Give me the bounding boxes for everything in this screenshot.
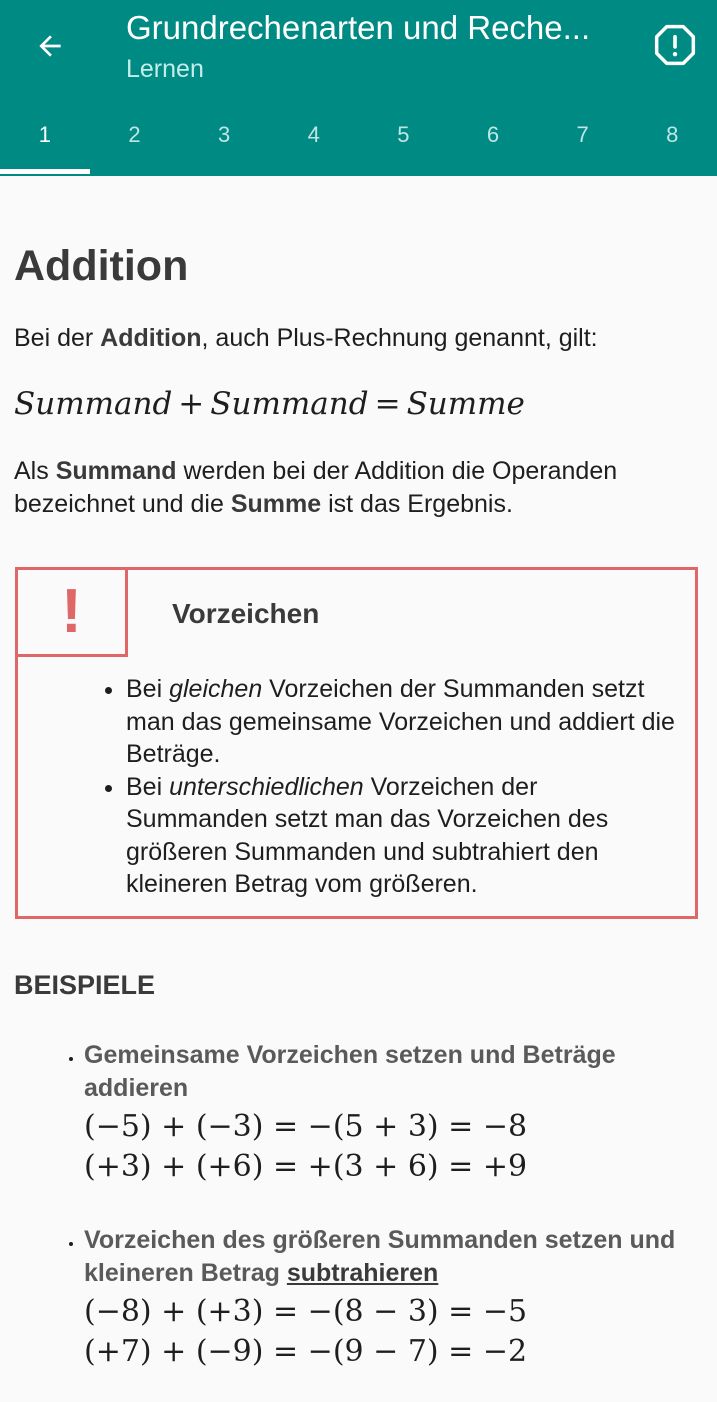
formula-summand-1: Summand [14, 386, 173, 422]
example-2-equation-2: (+7) + (−9) = −(9 − 7) = −2 [84, 1334, 528, 1369]
formula-equals: = [374, 386, 401, 422]
warning-item-1-text-2: Vorzeichen der Summanden setzt man das gemeinsame Vorzeichen und addiert die Beträge. [126, 675, 675, 768]
intro-paragraph [14, 322, 704, 355]
warning-box [15, 567, 698, 919]
example-list-1 [62, 1039, 704, 1187]
intro-bold-addition: Addition [100, 324, 202, 352]
warning-item-1 [126, 673, 686, 771]
tab-3[interactable]: 3 [217, 122, 231, 147]
addition-formula [14, 386, 525, 422]
page-title: Grundrechenarten und Reche... [126, 9, 591, 46]
tab-7[interactable]: 7 [576, 122, 589, 147]
example-2-equation-1: (−8) + (+3) = −(8 − 3) = −5 [84, 1294, 528, 1329]
tab-6[interactable]: 6 [486, 122, 500, 147]
report-button[interactable] [648, 18, 702, 72]
warning-title: Vorzeichen [172, 598, 320, 629]
example-list-2 [62, 1224, 704, 1372]
warning-item-2-text-1: Bei [126, 772, 170, 801]
warning-item-1-emphasis: gleichen [169, 675, 263, 703]
desc-text-2: werden bei der Addition die Operanden bezeichnet und die [14, 457, 618, 518]
formula-plus: + [178, 386, 205, 422]
example-2-title-underlined: subtrahieren [286, 1259, 439, 1287]
desc-bold-summand: Summand [55, 457, 177, 485]
tab-2[interactable]: 2 [128, 122, 141, 147]
tab-5[interactable]: 5 [397, 122, 410, 147]
description-paragraph [14, 455, 704, 521]
formula-summe: Summe [406, 386, 525, 422]
example-2-title [84, 1224, 704, 1290]
arrow-left-icon [34, 30, 66, 62]
desc-text-3: ist das Ergebnis. [321, 490, 513, 518]
tab-1[interactable]: 1 [0, 100, 90, 170]
alert-octagon-icon [653, 23, 697, 67]
warning-item-2-text-2: Vorzeichen der Summanden setzt man das Vorzeichen des größeren Summanden und subtrahiert den kleineren Betrag vom größeren. [126, 772, 609, 898]
example-1-equation-2: (+3) + (+6) = +(3 + 6) = +9 [84, 1149, 528, 1184]
desc-bold-summe: Summe [230, 490, 322, 518]
page-tabs [0, 100, 717, 176]
example-item-2 [84, 1224, 704, 1372]
example-2-title-text: Vorzeichen des größeren Summanden setzen und kleineren Betrag [84, 1226, 676, 1287]
exclamation-icon: ! [61, 577, 82, 646]
warning-item-2-emphasis: unterschiedlichen [169, 772, 364, 801]
page-subtitle: Lernen [126, 55, 204, 83]
warning-item-2 [126, 771, 686, 901]
app-bar [0, 0, 717, 176]
intro-text-2: , auch Plus-Rechnung genannt, gilt: [201, 324, 598, 352]
warning-item-1-text-1: Bei [126, 675, 170, 703]
examples-heading: BEISPIELE [14, 970, 156, 1000]
tab-4[interactable]: 4 [307, 122, 320, 147]
desc-text-1: Als [14, 457, 56, 485]
formula-summand-2: Summand [210, 386, 369, 422]
example-item-1 [84, 1039, 704, 1187]
tab-8[interactable]: 8 [666, 122, 679, 147]
example-1-equation-1: (−5) + (−3) = −(5 + 3) = −8 [84, 1109, 528, 1144]
back-button[interactable] [22, 18, 78, 74]
warning-list [106, 673, 686, 901]
intro-text-1: Bei der [14, 324, 101, 352]
section-heading: Addition [14, 242, 189, 290]
example-1-title: • Gemeinsame Vorzeichen setzen und Beträge addieren [84, 1041, 616, 1102]
warning-icon-box [15, 567, 128, 657]
